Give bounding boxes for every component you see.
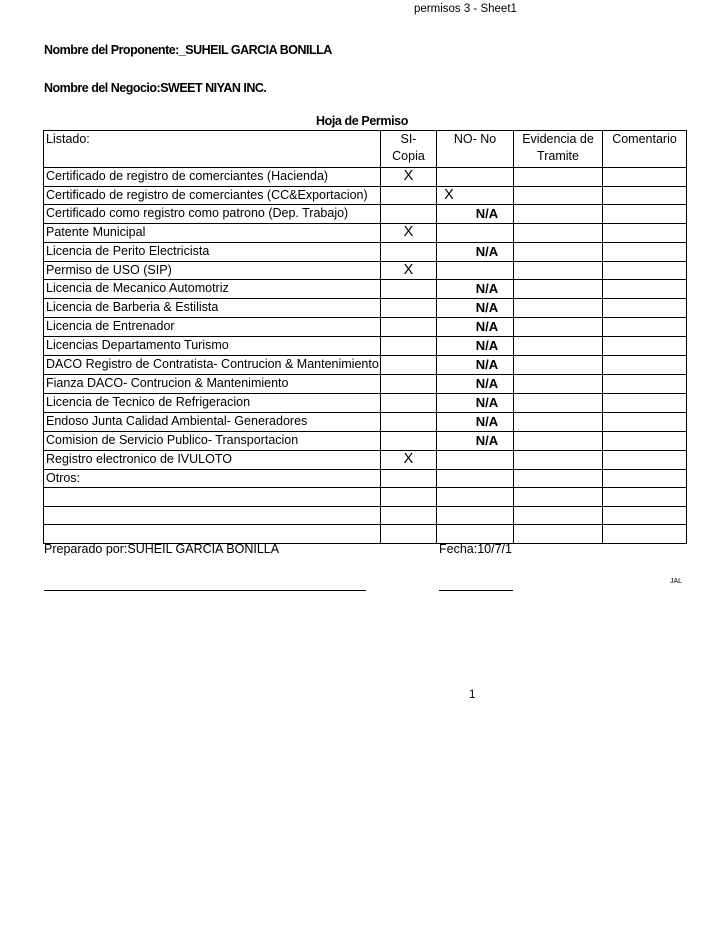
- evidencia-cell: [514, 205, 603, 224]
- permit-name: Registro electronico de IVULOTO: [44, 451, 381, 470]
- evidencia-cell: [514, 168, 603, 187]
- comentario-cell: [603, 432, 687, 451]
- evidencia-cell: [514, 375, 603, 394]
- table-row: [44, 261, 687, 280]
- header-listado: Listado:: [44, 131, 381, 168]
- page-number: 1: [469, 689, 476, 701]
- no-cell: [437, 168, 514, 187]
- evidencia-cell: [514, 394, 603, 413]
- no-cell: [437, 506, 514, 525]
- no-cell: [437, 488, 514, 507]
- not-applicable-mark: N/A: [475, 357, 499, 372]
- no-cell: [437, 224, 514, 243]
- si-copia-cell: [381, 525, 437, 544]
- si-copia-cell: [381, 242, 437, 261]
- evidencia-cell: [514, 469, 603, 488]
- permit-name: Patente Municipal: [44, 224, 381, 243]
- table-row: [44, 356, 687, 375]
- si-copia-cell: [381, 394, 437, 413]
- no-cell: [437, 469, 514, 488]
- si-copia-cell: [381, 299, 437, 318]
- comentario-cell: [603, 525, 687, 544]
- permit-name: Licencia de Mecanico Automotriz: [44, 280, 381, 299]
- si-copia-cell: [381, 432, 437, 451]
- si-copia-cell: [381, 280, 437, 299]
- evidencia-cell: [514, 413, 603, 432]
- table-row: [44, 413, 687, 432]
- proponent-name: Nombre del Proponente:_SUHEIL GARCIA BONILLA: [44, 43, 332, 57]
- table-row: [44, 280, 687, 299]
- header-si-copia: SI- Copia: [381, 131, 437, 168]
- business-name: Nombre del Negocio:SWEET NIYAN INC.: [44, 81, 267, 95]
- header-comentario: Comentario: [603, 131, 687, 168]
- permit-name: Otros:: [44, 469, 381, 488]
- date-signature-line: [439, 590, 513, 591]
- comentario-cell: [603, 451, 687, 470]
- permit-name: DACO Registro de Contratista- Contrucion & Mantenimiento: [44, 356, 381, 375]
- comentario-cell: [603, 261, 687, 280]
- not-applicable-mark: N/A: [475, 300, 499, 315]
- date-field: Fecha:10/7/1: [439, 542, 512, 556]
- si-copia-cell: [381, 469, 437, 488]
- sheet-title: Hoja de Permiso: [316, 114, 408, 128]
- si-copia-cell: [381, 337, 437, 356]
- comentario-cell: [603, 186, 687, 205]
- permit-name: Endoso Junta Calidad Ambiental- Generadores: [44, 413, 381, 432]
- permits-table: [43, 130, 687, 544]
- comentario-cell: [603, 506, 687, 525]
- initials: JAL: [670, 578, 683, 585]
- evidencia-cell: [514, 337, 603, 356]
- comentario-cell: [603, 299, 687, 318]
- permit-name: [44, 488, 381, 507]
- not-applicable-mark: N/A: [475, 319, 499, 334]
- table-row: [44, 205, 687, 224]
- permit-name: Certificado de registro de comerciantes (CC&Exportacion): [44, 186, 381, 205]
- permit-name: Licencia de Perito Electricista: [44, 242, 381, 261]
- no-cell: [437, 299, 514, 318]
- permit-name: Licencia de Barberia & Estilista: [44, 299, 381, 318]
- no-cell: [437, 394, 514, 413]
- table-row: [44, 506, 687, 525]
- permit-name: Licencia de Entrenador: [44, 318, 381, 337]
- no-mark: X: [444, 186, 454, 203]
- not-applicable-mark: N/A: [475, 338, 499, 353]
- comentario-cell: [603, 413, 687, 432]
- si-copia-cell: [381, 506, 437, 525]
- no-cell: [437, 205, 514, 224]
- table-row: [44, 168, 687, 187]
- permit-name: Certificado como registro como patrono (Dep. Trabajo): [44, 205, 381, 224]
- no-cell: [437, 413, 514, 432]
- header-no: NO- No: [437, 131, 514, 168]
- comentario-cell: [603, 280, 687, 299]
- not-applicable-mark: N/A: [475, 414, 499, 429]
- si-copia-cell: [381, 186, 437, 205]
- no-cell: [437, 356, 514, 375]
- table-row: [44, 525, 687, 544]
- prepared-by: Preparado por:SUHEIL GARCIA BONILLA: [44, 542, 280, 556]
- not-applicable-mark: N/A: [475, 206, 499, 221]
- no-cell: [437, 280, 514, 299]
- comentario-cell: [603, 394, 687, 413]
- si-copia-cell: [381, 356, 437, 375]
- table-row: [44, 488, 687, 507]
- comentario-cell: [603, 242, 687, 261]
- evidencia-cell: [514, 451, 603, 470]
- not-applicable-mark: N/A: [475, 376, 499, 391]
- si-copia-cell: X: [381, 451, 437, 470]
- comentario-cell: [603, 488, 687, 507]
- table-row: [44, 186, 687, 205]
- no-cell: [437, 261, 514, 280]
- si-copia-cell: X: [381, 224, 437, 243]
- no-cell: [437, 451, 514, 470]
- not-applicable-mark: N/A: [475, 433, 499, 448]
- not-applicable-mark: N/A: [475, 281, 499, 296]
- permit-name: [44, 506, 381, 525]
- permit-name: Certificado de registro de comerciantes (Hacienda): [44, 168, 381, 187]
- comentario-cell: [603, 168, 687, 187]
- permit-name: Licencias Departamento Turismo: [44, 337, 381, 356]
- permit-name: [44, 525, 381, 544]
- comentario-cell: [603, 375, 687, 394]
- table-row: [44, 451, 687, 470]
- comentario-cell: [603, 469, 687, 488]
- evidencia-cell: [514, 186, 603, 205]
- evidencia-cell: [514, 318, 603, 337]
- comentario-cell: [603, 224, 687, 243]
- si-copia-cell: [381, 488, 437, 507]
- evidencia-cell: [514, 224, 603, 243]
- table-header-row: [44, 131, 687, 168]
- not-applicable-mark: N/A: [475, 395, 499, 410]
- evidencia-cell: [514, 280, 603, 299]
- table-row: [44, 224, 687, 243]
- si-copia-cell: [381, 375, 437, 394]
- no-cell: [437, 186, 514, 205]
- evidencia-cell: [514, 488, 603, 507]
- comentario-cell: [603, 318, 687, 337]
- table-row: [44, 432, 687, 451]
- comentario-cell: [603, 356, 687, 375]
- permit-name: Licencia de Tecnico de Refrigeracion: [44, 394, 381, 413]
- table-row: [44, 318, 687, 337]
- no-cell: [437, 525, 514, 544]
- si-copia-cell: [381, 318, 437, 337]
- evidencia-cell: [514, 299, 603, 318]
- no-cell: [437, 432, 514, 451]
- evidencia-cell: [514, 356, 603, 375]
- table-row: [44, 394, 687, 413]
- no-cell: [437, 318, 514, 337]
- not-applicable-mark: N/A: [475, 243, 499, 259]
- si-copia-cell: [381, 205, 437, 224]
- no-cell: [437, 242, 514, 261]
- table-row: [44, 375, 687, 394]
- document-title: permisos 3 - Sheet1: [414, 3, 517, 15]
- permit-name: Fianza DACO- Contrucion & Mantenimiento: [44, 375, 381, 394]
- evidencia-cell: [514, 432, 603, 451]
- si-copia-cell: X: [381, 261, 437, 280]
- comentario-cell: [603, 205, 687, 224]
- table-row: [44, 299, 687, 318]
- signature-line: [44, 590, 366, 591]
- table-row: [44, 337, 687, 356]
- table-row: [44, 469, 687, 488]
- no-cell: [437, 375, 514, 394]
- permit-name: Comision de Servicio Publico- Transportacion: [44, 432, 381, 451]
- permit-name: Permiso de USO (SIP): [44, 261, 381, 280]
- evidencia-cell: [514, 525, 603, 544]
- table-row: [44, 242, 687, 261]
- comentario-cell: [603, 337, 687, 356]
- header-evidencia: Evidencia de Tramite: [514, 131, 603, 168]
- evidencia-cell: [514, 506, 603, 525]
- evidencia-cell: [514, 242, 603, 261]
- si-copia-cell: [381, 413, 437, 432]
- si-copia-cell: X: [381, 168, 437, 187]
- no-cell: [437, 337, 514, 356]
- evidencia-cell: [514, 261, 603, 280]
